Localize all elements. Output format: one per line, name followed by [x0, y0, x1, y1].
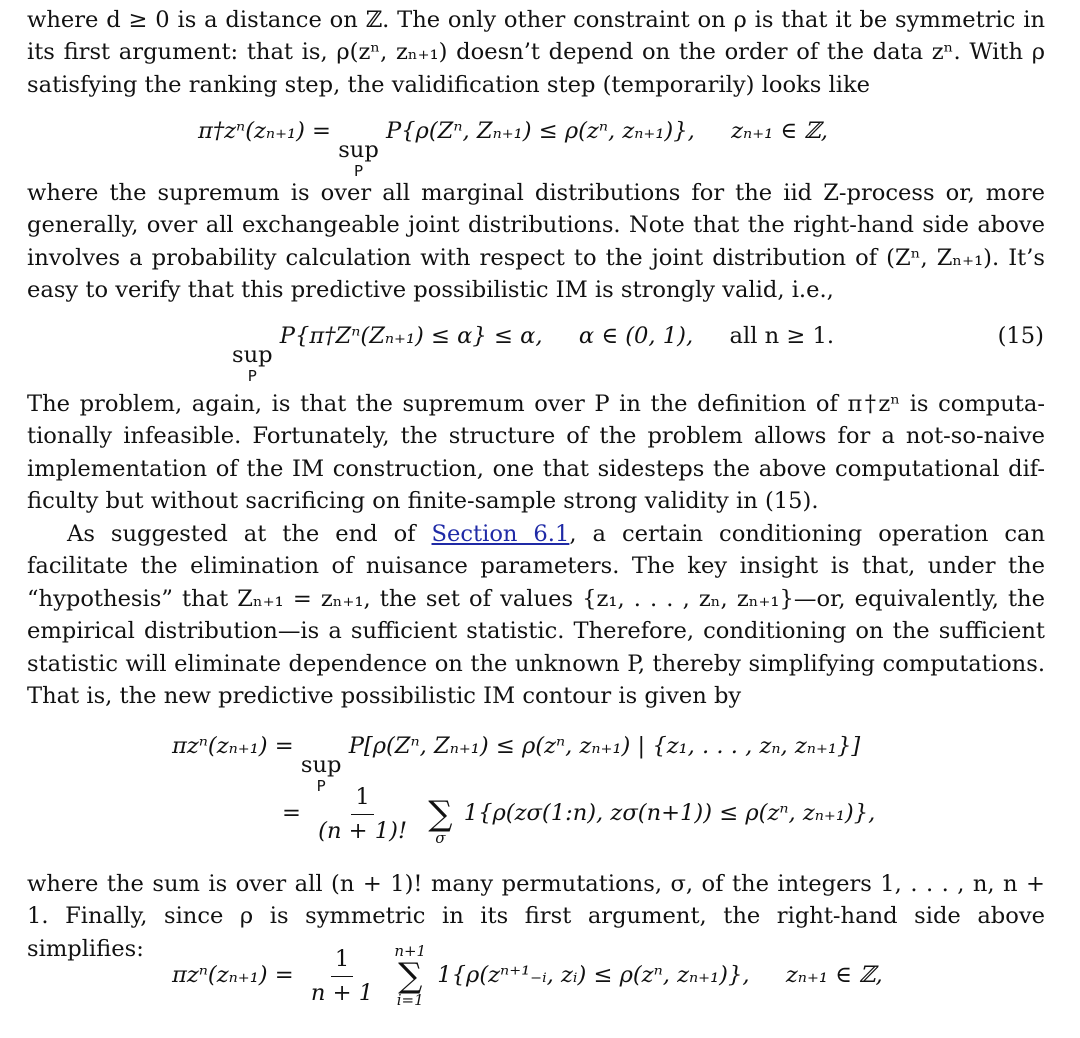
eq-d-sum-sub: i=1	[396, 991, 424, 1009]
para-e-line-2: Finally, since ρ is symmetric in its first argument, the right-hand side above simplifies:	[27, 903, 1045, 962]
equation-number-15: (15)	[997, 323, 1044, 349]
eq-d-lhs: πzⁿ(zₙ₊₁) =	[172, 962, 294, 988]
eq-c-frac-num: 1	[351, 783, 373, 814]
eq-c-sum-operator	[428, 782, 452, 846]
eq-d-rhs: 1{ρ(zⁿ⁺¹₋ᵢ, zᵢ) ≤ ρ(zⁿ, zₙ₊₁)},	[437, 962, 750, 988]
eq-b-sup: sup	[232, 342, 273, 369]
eq-d-frac-num: 1	[331, 945, 353, 976]
eq-d-condition: zₙ₊₁ ∈ ℤ,	[785, 962, 883, 988]
para-c-line-2: tionally infeasible. Fortunately, the structure of the problem allows for a not-so-naive	[27, 423, 1045, 450]
eq-c-frac-den: (n + 1)!	[318, 817, 408, 844]
paragraph-conditioning	[27, 518, 1045, 712]
eq-c-rhs-2: 1{ρ(zσ(1:n), zσ(n+1)) ≤ ρ(zⁿ, zₙ₊₁)},	[463, 800, 876, 826]
eq-d-sum-symbol: ∑	[398, 956, 423, 996]
eq-c-lhs: πzⁿ(zₙ₊₁) =	[172, 733, 294, 759]
paragraph-distance-symmetry	[27, 4, 1045, 101]
para-e-line-1: where the sum is over all (n + 1)! many permutations, σ, of the integers 1, . . . , n, n + 1.	[27, 871, 1045, 930]
eq-a-sup-operator	[338, 139, 379, 179]
equation-permutation-sum	[282, 782, 875, 846]
para-b-line-1: where the supremum is over all marginal distributions for the iid Z-process or, more	[27, 180, 1045, 206]
eq-d-sum-sup: n+1	[394, 942, 427, 960]
para-d-line-6: is, the new predictive possibilistic IM contour is given by	[86, 683, 742, 710]
para-d-line-3: that Zₙ₊₁ = zₙ₊₁, the set of values {z₁, . . . , zₙ, zₙ₊₁}—or, equivalently, the empirical	[27, 585, 1045, 645]
eq-a-sup: sup	[338, 137, 379, 164]
para-c-line-3: implementation of the IM construction, one that sidesteps the above computational dif-	[27, 455, 1045, 482]
para-c-line-1: The problem, again, is that the supremum over P in the definition of π†zⁿ is computa-	[27, 391, 1045, 417]
eq-c-rhs-1: P[ρ(Zⁿ, Zₙ₊₁) ≤ ρ(zⁿ, zₙ₊₁) | {z₁, . . . , zₙ, zₙ₊₁}]	[348, 733, 861, 759]
eq-a-sup-sub: P	[353, 161, 364, 180]
para-b-line-3: involves a probability calculation with respect to the joint distribution of (Zⁿ, Zₙ₊₁). It’s	[27, 244, 1045, 271]
eq-c-fraction	[314, 783, 411, 844]
paragraph-supremum	[27, 177, 1045, 307]
eq-b-body: P{π†Zⁿ(Zₙ₊₁) ≤ α} ≤ α,	[279, 323, 543, 349]
para-c-line-4: ficulty but without sacrificing on finite-sample strong validity in (15).	[27, 488, 819, 515]
para-a-line-2: its first argument: that is, ρ(zⁿ, zₙ₊₁) doesn’t depend on the order of the data zⁿ. With	[27, 39, 1024, 66]
para-d-line-4: distribution—is a sufficient statistic. Therefore, conditioning on the sufficient statistic	[27, 618, 1045, 677]
para-a-line-3: ρ satisfying the ranking step, the validification step (temporarily) looks like	[27, 39, 1045, 98]
eq-b-condition-n: all n ≥ 1.	[729, 323, 835, 349]
eq-d-fraction	[307, 945, 377, 1006]
eq-b-sup-sub: P	[247, 366, 257, 385]
para-b-line-4: easy to verify that this predictive possibilistic IM is strongly valid, i.e.,	[27, 277, 834, 304]
para-b-line-2: generally, over all exchangeable joint distributions. Note that the right-hand side above	[27, 212, 1045, 239]
section-6-1-link[interactable]: Section 6.1	[431, 521, 570, 547]
para-d-lead: As suggested at the end of	[67, 521, 416, 547]
paragraph-problem	[27, 388, 1045, 518]
para-d-line-2: the elimination of nuisance parameters. The key insight is that, under the “hypothesis”	[27, 553, 1045, 612]
eq-c-sup-sub: P	[316, 776, 326, 795]
eq-c-sum-symbol: ∑	[428, 794, 453, 834]
equation-simplified-contour	[172, 944, 883, 1008]
eq-a-rhs: P{ρ(Zⁿ, Zₙ₊₁) ≤ ρ(zⁿ, zₙ₊₁)},	[385, 118, 695, 144]
eq-b-sup-operator	[232, 344, 273, 384]
eq-d-frac-den: n + 1	[310, 979, 374, 1006]
eq-a-condition: zₙ₊₁ ∈ ℤ,	[731, 118, 828, 144]
eq-c-equals: =	[282, 800, 301, 826]
para-d-line-5: will eliminate dependence on the unknown P, thereby simplifying computations. That	[27, 650, 1046, 710]
para-d-line-1: , a certain conditioning operation can facilitate	[27, 521, 1045, 580]
eq-c-sup: sup	[300, 752, 342, 779]
eq-a-lhs: π†zⁿ(zₙ₊₁) =	[198, 118, 331, 144]
equation-validification	[198, 115, 828, 179]
equation-strong-validity	[232, 320, 834, 384]
para-a-line-1: where d ≥ 0 is a distance on ℤ. The only other constraint on ρ is that it be symmetric in	[27, 7, 1045, 33]
eq-b-condition-alpha: α ∈ (0, 1),	[578, 323, 694, 349]
eq-d-sum-operator	[394, 944, 426, 1008]
eq-c-sum-sub: σ	[435, 829, 446, 847]
